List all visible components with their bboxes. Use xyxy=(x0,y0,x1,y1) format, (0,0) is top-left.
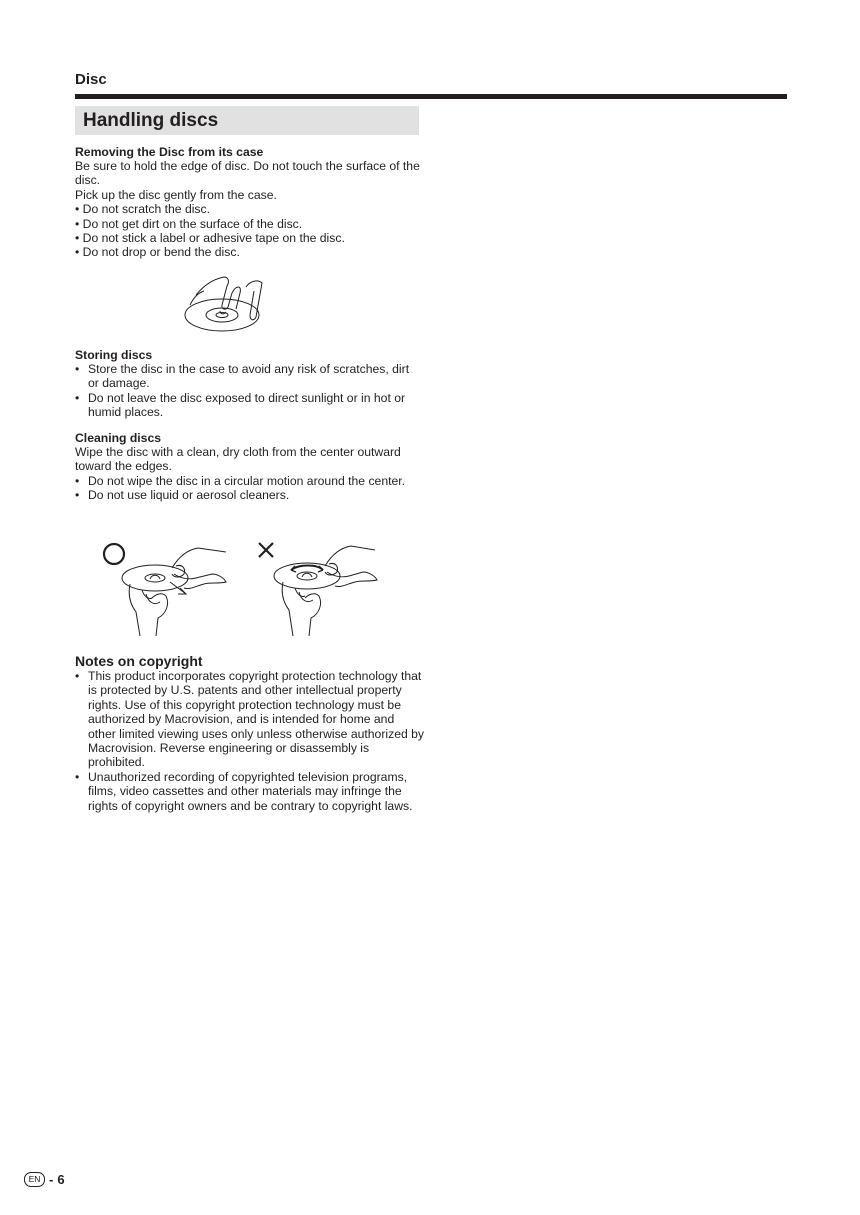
copyright-section xyxy=(75,654,425,813)
list-item: • Do not leave the disc exposed to direct sunlight or in hot or humid places. xyxy=(75,391,421,420)
removing-section xyxy=(75,146,421,260)
page-number: 6 xyxy=(57,1172,65,1187)
incorrect-cross-icon xyxy=(259,543,273,557)
list-item: • This product incorporates copyright protection technology that is protected by U.S. patents and other intellectual property rights. Use of this copyright protection technology must be authorized by Macrovision, and is intended for home and other limited viewing uses only unless otherwise authorized by Macrovision. Reverse engineering or disassembly is prohibited. xyxy=(75,669,425,770)
removing-list xyxy=(75,202,421,260)
storing-list xyxy=(75,362,421,420)
list-item: • Do not drop or bend the disc. xyxy=(75,245,240,260)
title-banner xyxy=(75,106,419,135)
incorrect-wiping-illustration xyxy=(255,538,390,638)
copyright-heading: Notes on copyright xyxy=(75,653,203,669)
list-item: • Store the disc in the case to avoid any risk of scratches, dirt or damage. xyxy=(75,362,421,391)
list-item: • Do not scratch the disc. xyxy=(75,202,211,217)
removing-para-1: Be sure to hold the edge of disc. Do not touch the surface of the disc. xyxy=(75,159,420,188)
list-item: • Do not get dirt on the surface of the disc. xyxy=(75,216,303,231)
page-title: Handling discs xyxy=(83,110,219,131)
list-item: • Unauthorized recording of copyrighted television programs, films, video cassettes and other materials may infringe the rights of copyright owners and be contrary to copyright laws. xyxy=(75,770,425,813)
removing-heading: Removing the Disc from its case xyxy=(75,145,264,159)
section-title: Disc xyxy=(75,71,107,88)
list-item: • Do not stick a label or adhesive tape on the disc. xyxy=(75,231,345,246)
copyright-list xyxy=(75,669,425,813)
storing-heading: Storing discs xyxy=(75,348,153,362)
cleaning-heading: Cleaning discs xyxy=(75,431,162,445)
hold-disc-illustration xyxy=(180,265,275,337)
footer-separator: - xyxy=(49,1172,54,1187)
cleaning-section xyxy=(75,432,421,503)
header-rule xyxy=(75,94,787,99)
storing-section xyxy=(75,349,421,420)
list-item: • Do not use liquid or aerosol cleaners. xyxy=(75,488,421,502)
removing-para-2: Pick up the disc gently from the case. xyxy=(75,187,277,202)
cleaning-list xyxy=(75,474,421,503)
cleaning-para: Wipe the disc with a clean, dry cloth from the center outward toward the edges. xyxy=(75,445,401,474)
page-footer xyxy=(24,1172,65,1187)
list-item: • Do not wipe the disc in a circular motion around the center. xyxy=(75,474,421,488)
correct-wiping-illustration xyxy=(100,538,235,638)
correct-circle-icon xyxy=(104,544,124,564)
language-badge: EN xyxy=(24,1172,45,1187)
